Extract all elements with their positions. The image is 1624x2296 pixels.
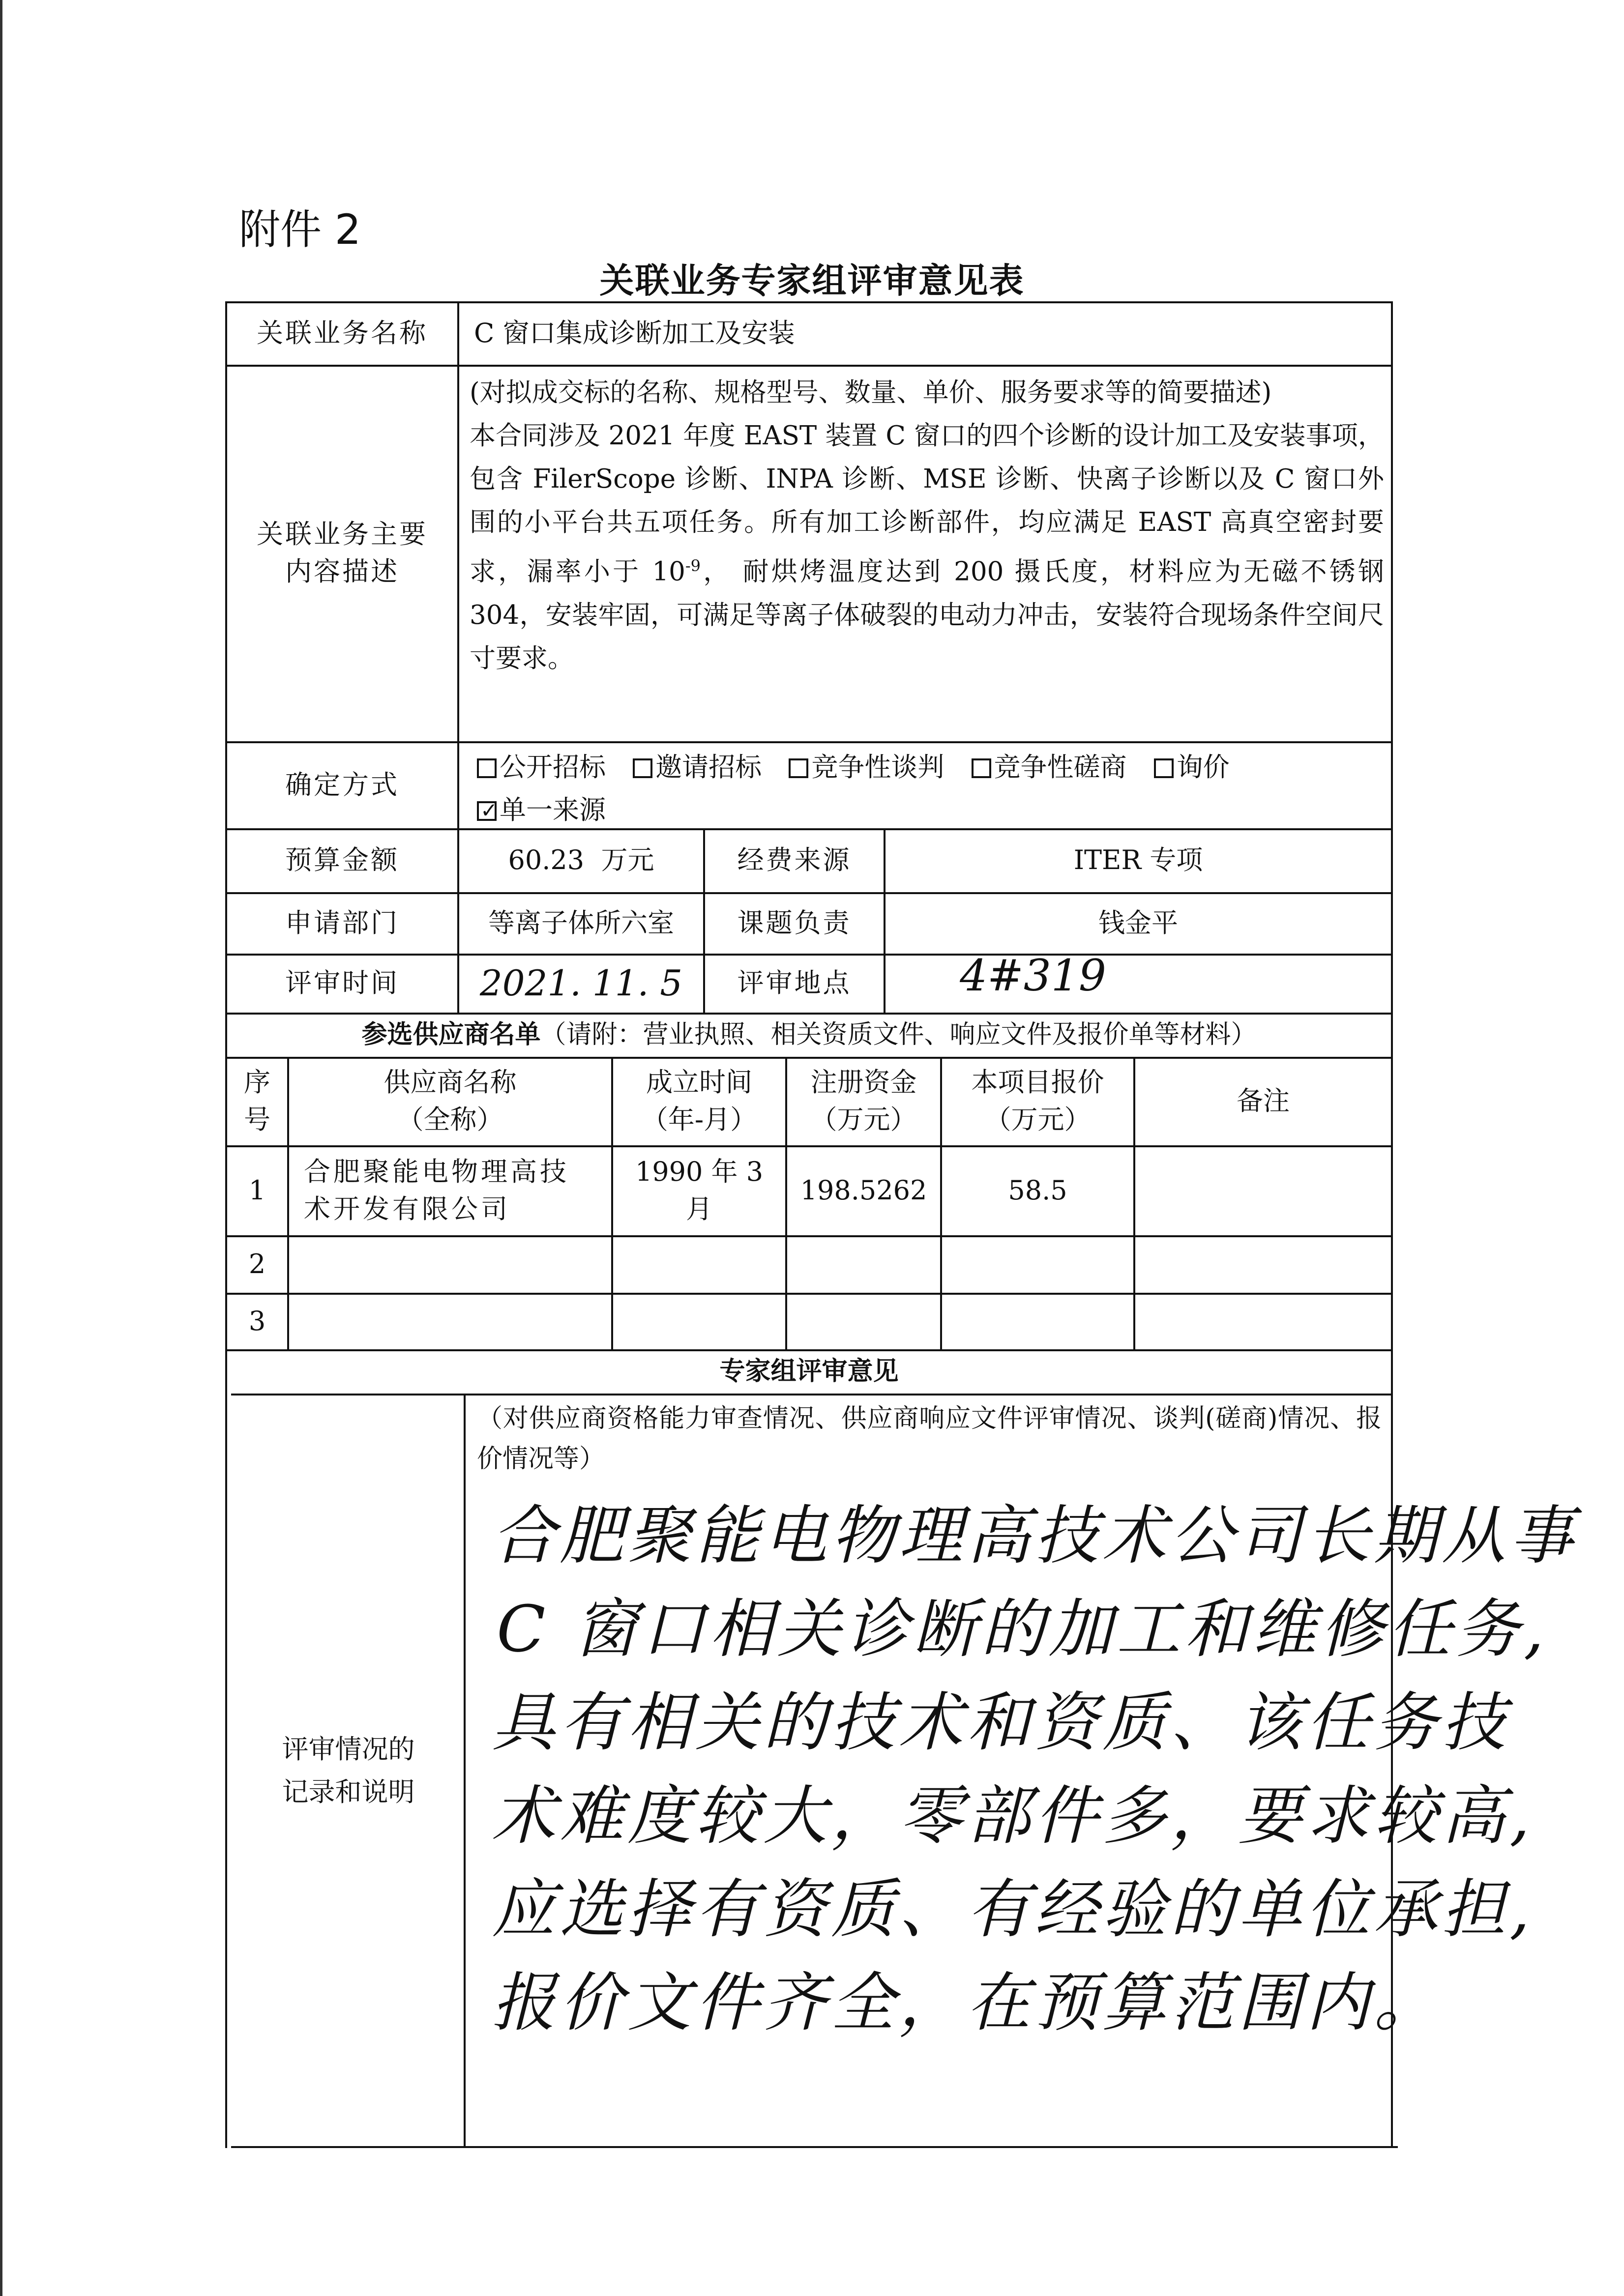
leader-value: 钱金平 <box>1098 907 1178 938</box>
supplier-row-1-remark <box>1135 1145 1391 1235</box>
checkbox-icon[interactable] <box>972 758 991 778</box>
budget-value: 60.23 万元 <box>508 844 654 876</box>
scan-edge <box>0 0 2 2296</box>
col-header-quote: 本项目报价 （万元） <box>971 1067 1104 1135</box>
supplier-row-1-founded: 1990 年 3 月 <box>635 1156 764 1224</box>
supplier-heading-row <box>227 1013 1391 1057</box>
content-superscript: -9 <box>685 556 701 575</box>
department-label: 申请部门 <box>285 907 399 938</box>
supplier-row-1-no: 1 <box>248 1174 266 1206</box>
business-content-label-line1: 关联业务主要 <box>257 519 428 550</box>
handwritten-line-2: C 窗口相关诊断的加工和维修任务, <box>497 1592 1548 1666</box>
review-place-value: 4#319 <box>960 950 1106 1001</box>
col-line <box>464 1394 466 2148</box>
col-header-founded: 成立时间 （年-月） <box>641 1067 757 1135</box>
method-option-competitive-consultation[interactable]: 竞争性磋商 <box>972 752 1127 783</box>
checkbox-icon[interactable] <box>633 758 652 778</box>
handwritten-line-3: 具有相关的技术和资质、该任务技 <box>492 1685 1510 1760</box>
method-option-invited-tender[interactable]: 邀请招标 <box>633 752 762 783</box>
funding-label: 经费来源 <box>737 844 852 876</box>
row-line <box>225 1293 1393 1295</box>
method-options-row-2 <box>477 789 624 827</box>
opinion-hint: （对供应商资格能力审查情况、供应商响应文件评审情况、谈判(磋商)情况、报价情况等） <box>477 1404 1382 1474</box>
budget-label: 预算金额 <box>285 844 399 876</box>
col-header-capital: 注册资金 （万元） <box>810 1067 917 1135</box>
attachment-label: 附件 2 <box>239 205 361 254</box>
handwritten-line-1: 合肥聚能电物理高技术公司长期从事 <box>492 1498 1578 1573</box>
handwritten-line-4: 术难度较大，零部件多，要求较高, <box>492 1778 1534 1853</box>
col-header-supplier-name: 供应商名称 （全称） <box>384 1067 517 1135</box>
checkbox-icon[interactable] <box>1154 758 1174 778</box>
content-part1: 本合同涉及 2021 年度 EAST 装置 C 窗口的四个诊断的设计加工及安装事项， 包含 FilerScope 诊断、INPA 诊断、MSE 诊断、快离子诊断以及 C 窗口外围的小平台共五项任务。所有加工诊断部件，均应满足 EAST 高真空密封要求，漏率小于 10 <box>470 421 1384 587</box>
opinion-heading: 专家组评审意见 <box>719 1356 899 1386</box>
document-title: 关联业务专家组评审意见表 <box>599 261 1025 301</box>
checkbox-icon[interactable] <box>789 758 808 778</box>
review-place-label: 评审地点 <box>737 967 852 999</box>
funding-value: ITER 专项 <box>1073 844 1203 876</box>
business-content-label <box>227 365 457 741</box>
row-line <box>225 1235 1393 1237</box>
handwritten-line-6: 报价文件齐全，在预算范围内。 <box>492 1965 1442 2040</box>
supplier-row-1-capital: 198.5262 <box>800 1174 927 1206</box>
business-content-description <box>470 371 1384 680</box>
method-option-inquiry[interactable]: 询价 <box>1154 752 1230 783</box>
business-content-label-line2: 内容描述 <box>285 556 399 587</box>
supplier-row-2-no: 2 <box>248 1248 266 1279</box>
method-options-row-1 <box>477 746 1248 784</box>
supplier-heading: 参选供应商名单 <box>361 1019 541 1049</box>
supplier-row-1-name: 合肥聚能电物理高技 术开发有限公司 <box>304 1156 569 1224</box>
business-name-value: C 窗口集成诊断加工及安装 <box>474 317 795 349</box>
handwritten-line-5: 应选择有资质、有经验的单位承担, <box>492 1872 1534 1947</box>
supplier-heading-note: （请附：营业执照、相关资质文件、响应文件及报价单等材料） <box>540 1019 1257 1049</box>
checkbox-icon[interactable] <box>477 758 497 778</box>
review-time-value: 2021. 11. 5 <box>479 962 683 1004</box>
method-label: 确定方式 <box>285 769 399 800</box>
col-header-remark: 备注 <box>1237 1085 1290 1117</box>
col-header-no: 序 号 <box>244 1067 270 1135</box>
checkbox-checked-icon[interactable] <box>477 801 497 821</box>
opinion-label: 评审情况的 记录和说明 <box>282 1734 415 1807</box>
business-content-text <box>470 414 1384 680</box>
supplier-row-1-quote: 58.5 <box>1008 1174 1067 1206</box>
business-content-hint: (对拟成交标的名称、规格型号、数量、单价、服务要求等的简要描述) <box>470 378 1272 407</box>
method-option-open-tender[interactable]: 公开招标 <box>477 752 606 783</box>
method-option-single-source[interactable]: ✓单一来源 <box>477 794 606 825</box>
review-time-label: 评审时间 <box>285 967 399 999</box>
leader-label: 课题负责 <box>737 907 852 938</box>
method-option-competitive-negotiation[interactable]: 竞争性谈判 <box>789 752 944 783</box>
table-border-bottom <box>231 2146 1398 2148</box>
business-name-label: 关联业务名称 <box>257 317 428 349</box>
department-value: 等离子体所六室 <box>488 907 674 938</box>
supplier-row-3-no: 3 <box>248 1305 266 1337</box>
content-part2: ， 耐烘烤温度达到 200 摄氏度，材料应为无磁不锈钢 304，安装牢固，可满足等离子体破裂的电动力冲击，安装符合现场条件空间尺寸要求。 <box>470 556 1385 673</box>
